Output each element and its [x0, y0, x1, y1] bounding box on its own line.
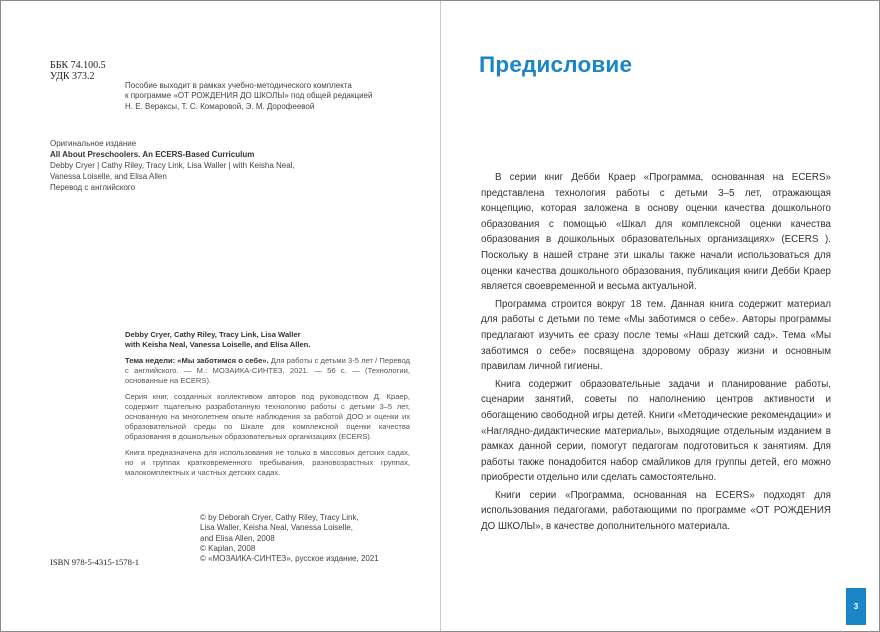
catalog-topic: Тема недели: «Мы заботимся о себе».	[125, 356, 269, 365]
isbn: ISBN 978-5-4315-1578-1	[50, 557, 140, 567]
copyright-line: © by Deborah Cryer, Cathy Riley, Tracy Link,	[200, 513, 359, 522]
catalog-authors: Debby Cryer, Cathy Riley, Tracy Link, Lisa Waller	[125, 330, 301, 339]
translation-note: Перевод с английского	[50, 183, 136, 192]
page-title: Предисловие	[479, 52, 633, 77]
preface-paragraph: Книги серии «Программа, основанная на ECERS» подходят для использования педагогами, работающими по программе «ОТ РОЖДЕНИЯ ДО ШКОЛЫ», в качестве дополнительного материала.	[481, 489, 831, 533]
original-title: All About Preschoolers. An ECERS-Based Curriculum	[50, 150, 255, 159]
catalog-paragraph: Книга предназначена для использования не только в массовых детских садах, но и группах кратковременного пребывания, разновозрастных группах, малокомплектных и частных детских садах.	[125, 448, 410, 477]
right-page	[441, 1, 879, 631]
series-note-line: Н. Е. Вераксы, Т. С. Комаровой, Э. М. Дорофеевой	[125, 101, 315, 111]
catalog-paragraph: Серия книг, созданных коллективом авторов под руководством Д. Краер, содержит тщательно разработанную технологию работы с детьми 3–5 лет, основанную на многолетнем опыте наблюдения за работой ДОО и оценки их образовательной среды по Шкале для комплексной оценки качества образования в дошкольных образовательных организациях (ECERS).	[125, 392, 410, 441]
copyright-line: Lisa Waller, Keisha Neal, Vanessa Loiselle,	[200, 523, 353, 533]
copyright-line: © «МОЗАИКА-СИНТЕЗ», русское издание, 2021	[200, 554, 379, 564]
series-note	[125, 81, 425, 112]
catalog-description	[125, 356, 410, 386]
left-page	[1, 1, 440, 631]
page-number-tab: 3	[846, 588, 866, 625]
catalog-authors: with Keisha Neal, Vanessa Loiselle, and Elisa Allen.	[125, 340, 311, 349]
original-authors: Debby Cryer | Cathy Riley, Tracy Link, Lisa Waller | with Keisha Neal,	[50, 161, 295, 170]
series-note-line: к программе «ОТ РОЖДЕНИЯ ДО ШКОЛЫ» под общей редакцией	[125, 91, 373, 101]
preface-paragraph: Программа строится вокруг 18 тем. Данная книга содержит материал для работы с детьми по теме «Мы заботимся о себе». Авторы программы предлагают изучить ее сразу после темы «Наш детский сад». Тема «Мы заботимся о себе» посвящена здоровому образу жизни и основным правилам личной гигиены.	[481, 298, 831, 373]
preface-paragraph: В серии книг Дебби Краер «Программа, основанная на ECERS» представлена технология работы с детьми 3–5 лет, отражающая концепцию, которая заложена в основу оценки качества дошкольного образования с помощью «Шкал для комплексной оценки качества образования в дошкольных образовательных организациях» (ECERS ). Поскольку в нашей стране эти шкалы также начали использоваться для оценки качества дошкольного образования, публикация книги Дебби Краер является своевременной и весьма актуальной.	[481, 172, 831, 293]
copyright-line: © Kaplan, 2008	[200, 543, 256, 553]
catalog-record	[125, 330, 410, 484]
udk-code: УДК 373.2	[50, 71, 95, 82]
original-edition	[50, 138, 350, 193]
preface-paragraph: Книга содержит образовательные задачи и планирование работы, сценарии занятий, советы по наполнению центров активности и обогащению свободной игры детей. Книги «Методические рекомендации» и «Наглядно-дидактические материалы», выходящие отдельным изданием в рамках данной серии, помогут педагогам подготовиться к занятиям. Для работы также понадобится набор смайликов для группы детей, его можно приобрести отдельно или сделать самостоятельно.	[481, 378, 831, 484]
copyright-line: and Elisa Allen, 2008	[200, 533, 275, 543]
classification-codes	[50, 60, 106, 82]
catalog-topic-details: Для работы с детьми 3-5 лет / Перевод с английского. — М.: МОЗАИКА-СИНТЕЗ, 2021. — 56 с. — (Технологии, основанные на ECERS).	[125, 356, 410, 385]
copyright-block	[200, 513, 430, 564]
original-edition-label: Оригинальное издание	[50, 139, 137, 148]
series-note-line: Пособие выходит в рамках учебно-методического комплекта	[125, 81, 352, 90]
bbk-code: ББК 74.100.5	[50, 60, 106, 71]
preface-text	[481, 170, 831, 537]
original-authors: Vanessa Loiselle, and Elisa Allen	[50, 172, 167, 181]
